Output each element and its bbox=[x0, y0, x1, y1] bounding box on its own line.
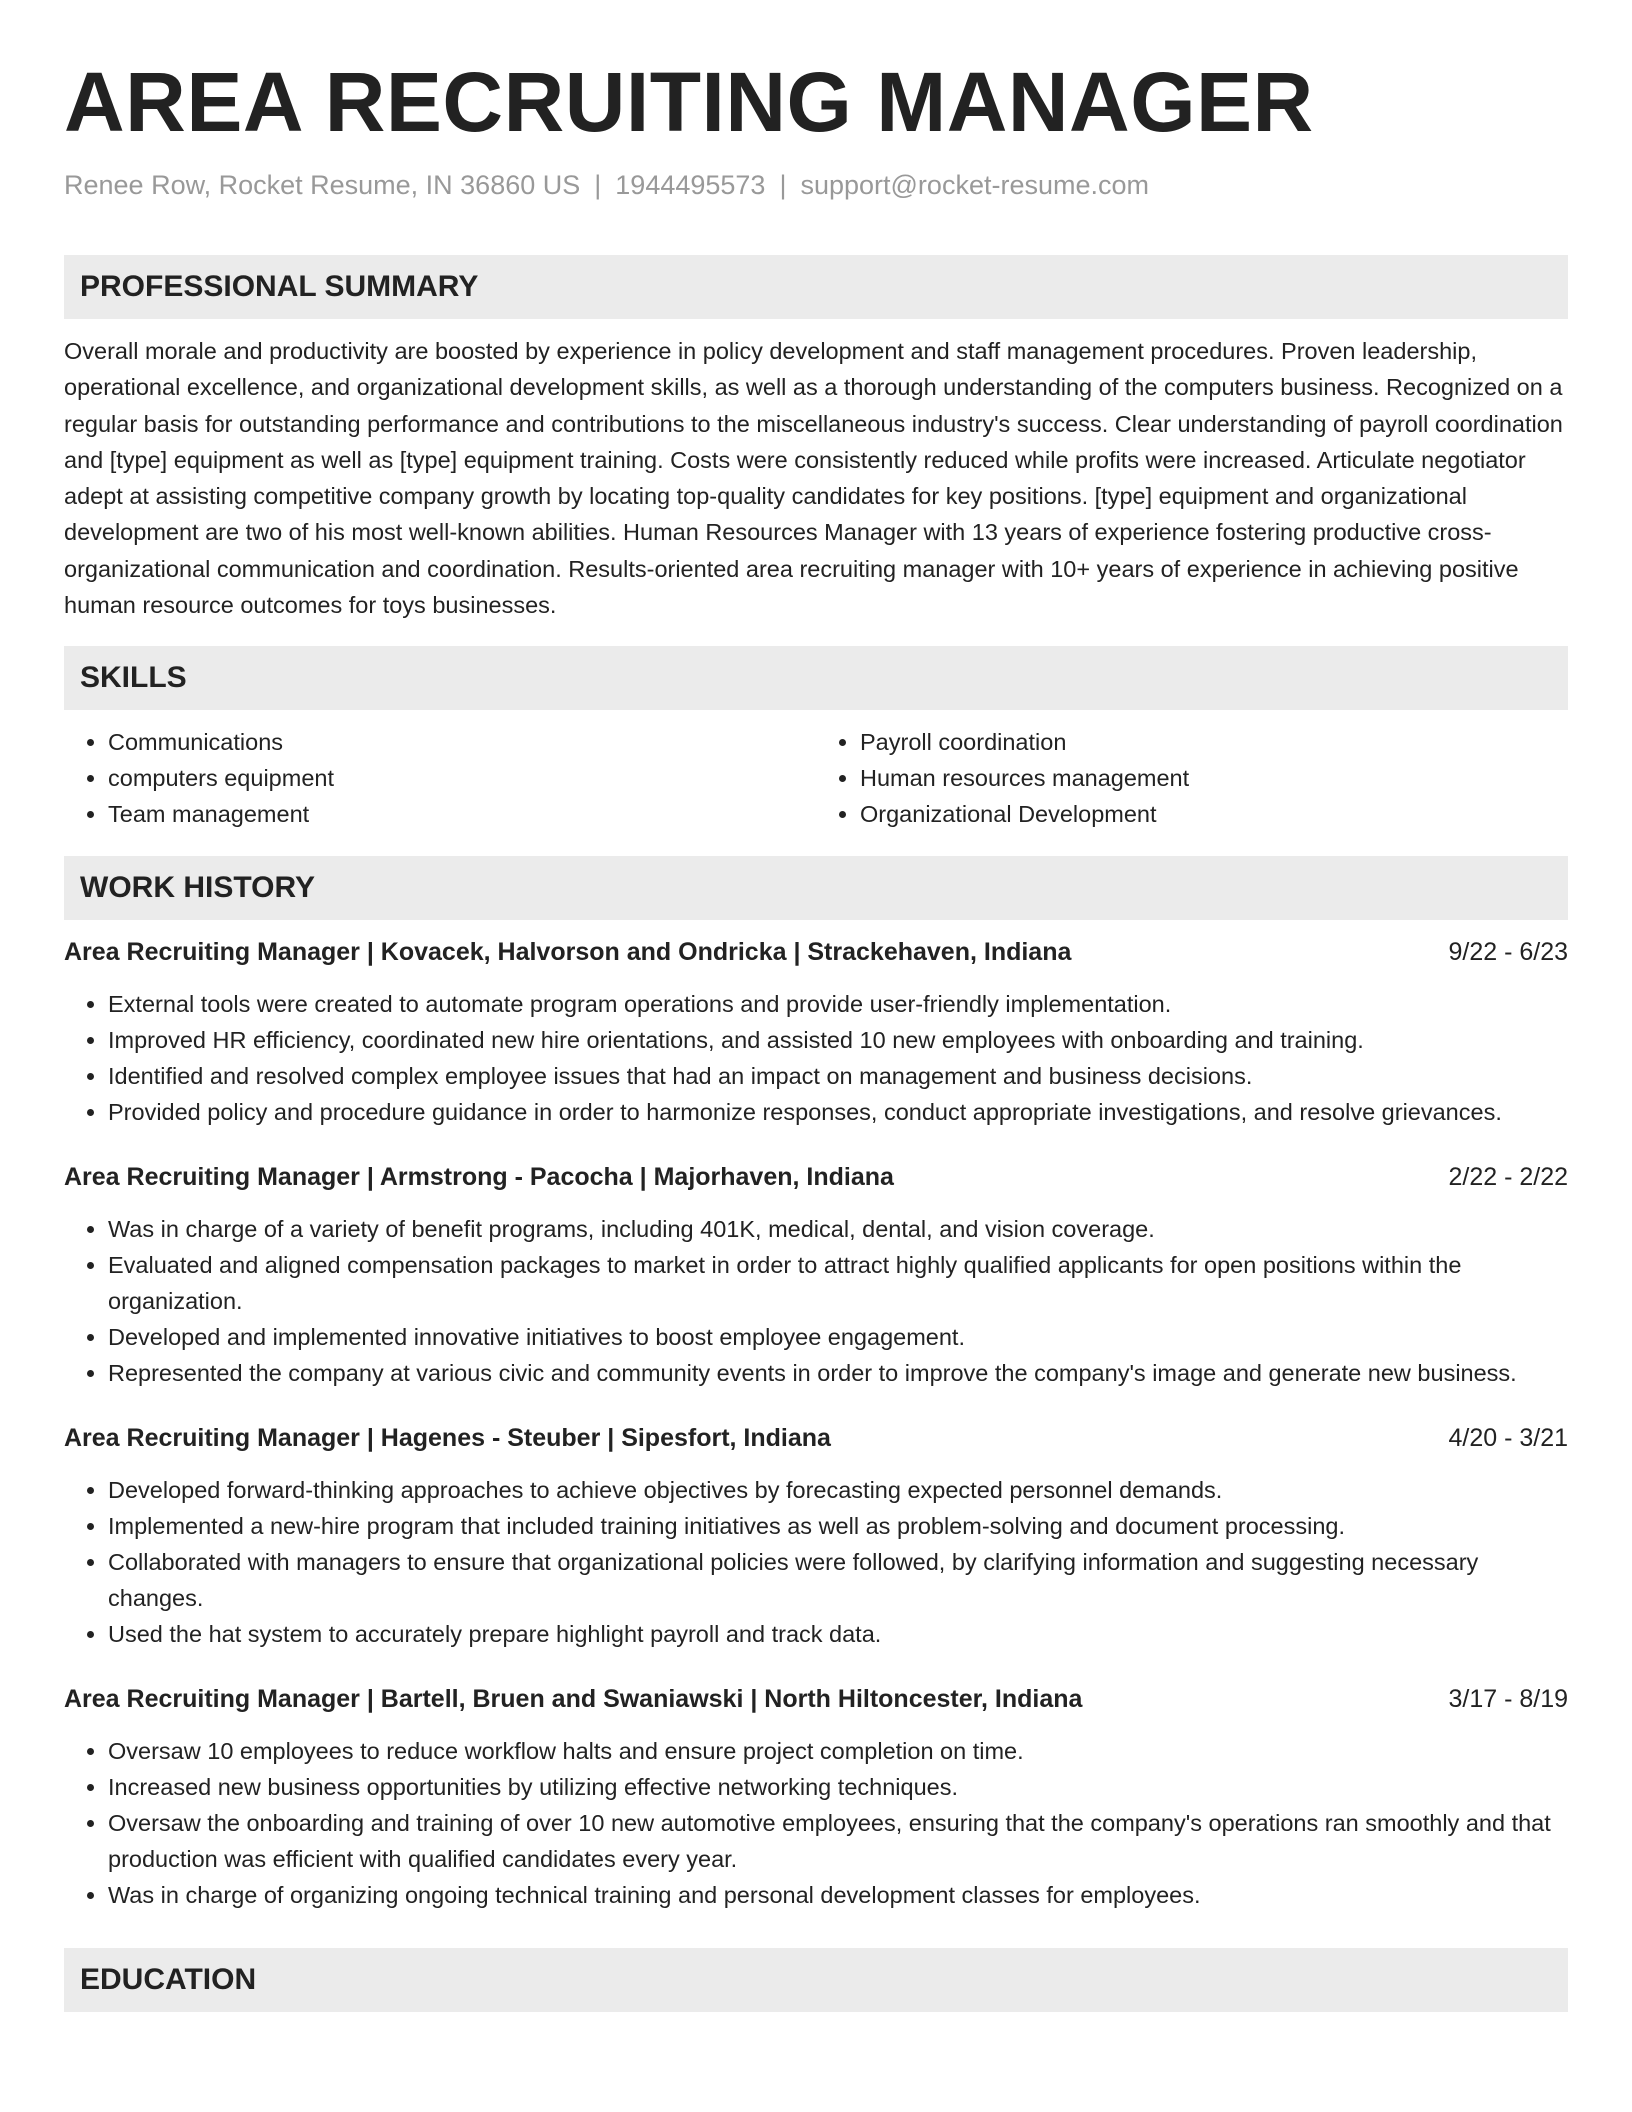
section-heading-education: EDUCATION bbox=[64, 1948, 1568, 2012]
job-bullet: • Provided policy and procedure guidance in order to harmonize responses, conduct appropriate investigations, and resolve grievances. bbox=[108, 1094, 1568, 1130]
job-dates: 3/17 - 8/19 bbox=[1448, 1685, 1568, 1714]
contact-separator: | bbox=[594, 170, 602, 200]
job-bullet: • Oversaw 10 employees to reduce workflow halts and ensure project completion on time. bbox=[108, 1733, 1568, 1769]
summary-text: Overall morale and productivity are boosted by experience in policy development and staff management procedures. Proven leadership, operational excellence, and organizational development skills, as well as a thorough understanding of the computers business. Recognized on a regular basis for outstanding performance and contributions to the miscellaneous industry's success. Clear understanding of payroll coordination and [type] equipment as well as [type] equipment training. Costs were consistently reduced while profits were increased. Articulate negotiator adept at assisting competitive company growth by locating top-quality candidates for key positions. [type] equipment and organizational development are two of his most well-known abilities. Human Resources Manager with 13 years of experience fostering productive cross-organizational communication and coordination. Results-oriented area recruiting manager with 10+ years of experience in achieving positive human resource outcomes for toys businesses. bbox=[64, 338, 1563, 619]
job-dates: 4/20 - 3/21 bbox=[1448, 1424, 1568, 1453]
skills-column-right bbox=[816, 724, 1568, 832]
job-bullet: • Increased new business opportunities by utilizing effective networking techniques. bbox=[108, 1769, 1568, 1805]
contact-email: support@rocket-resume.com bbox=[800, 170, 1149, 200]
section-heading-work-history: WORK HISTORY bbox=[64, 856, 1568, 920]
job-title: Area Recruiting Manager | Bartell, Bruen and Swaniawski | North Hiltoncester, Indiana bbox=[64, 1685, 1083, 1714]
job-bullet: • External tools were created to automate program operations and provide user-friendly implementation. bbox=[108, 986, 1568, 1022]
job-bullet: • Developed and implemented innovative initiatives to boost employee engagement. bbox=[108, 1319, 1568, 1355]
job-bullet: • Evaluated and aligned compensation packages to market in order to attract highly qualified applicants for open positions within the organization. bbox=[108, 1247, 1568, 1319]
job-bullet: • Collaborated with managers to ensure that organizational policies were followed, by clarifying information and suggesting necessary changes. bbox=[108, 1544, 1568, 1616]
job-header bbox=[64, 1681, 1568, 1717]
job-header bbox=[64, 1159, 1568, 1195]
job-bullet: • Oversaw the onboarding and training of over 10 new automotive employees, ensuring that the company's operations ran smoothly and that production was efficient with qualified candidates every year. bbox=[108, 1805, 1568, 1877]
job-dates: 9/22 - 6/23 bbox=[1448, 938, 1568, 967]
job-title: Area Recruiting Manager | Hagenes - Steuber | Sipesfort, Indiana bbox=[64, 1424, 831, 1453]
section-heading-skills: SKILLS bbox=[64, 646, 1568, 710]
contact-line bbox=[64, 168, 1568, 202]
job-bullet: • Implemented a new-hire program that included training initiatives as well as problem-solving and document processing. bbox=[108, 1508, 1568, 1544]
job-entry bbox=[64, 1681, 1568, 1913]
job-title: Area Recruiting Manager | Armstrong - Pacocha | Majorhaven, Indiana bbox=[64, 1163, 894, 1192]
job-bullet: • Developed forward-thinking approaches to achieve objectives by forecasting expected personnel demands. bbox=[108, 1472, 1568, 1508]
skills-column-left bbox=[64, 724, 816, 832]
skill-item: • Payroll coordination bbox=[860, 724, 1568, 760]
job-bullet: • Identified and resolved complex employee issues that had an impact on management and business decisions. bbox=[108, 1058, 1568, 1094]
job-bullet: • Used the hat system to accurately prepare highlight payroll and track data. bbox=[108, 1616, 1568, 1652]
job-header bbox=[64, 1420, 1568, 1456]
skill-item: • Organizational Development bbox=[860, 796, 1568, 832]
skill-item: • computers equipment bbox=[108, 760, 816, 796]
job-header bbox=[64, 934, 1568, 970]
contact-separator: | bbox=[779, 170, 787, 200]
job-title: Area Recruiting Manager | Kovacek, Halvorson and Ondricka | Strackehaven, Indiana bbox=[64, 938, 1072, 967]
contact-phone: 1944495573 bbox=[615, 170, 766, 200]
skill-item: • Communications bbox=[108, 724, 816, 760]
job-bullets bbox=[64, 1733, 1568, 1913]
skills-list bbox=[64, 724, 1568, 832]
contact-address: Renee Row, Rocket Resume, IN 36860 US bbox=[64, 170, 581, 200]
job-bullets bbox=[64, 1472, 1568, 1652]
section-heading-summary: PROFESSIONAL SUMMARY bbox=[64, 255, 1568, 319]
skill-item: • Team management bbox=[108, 796, 816, 832]
job-entry bbox=[64, 1420, 1568, 1652]
job-bullet: • Improved HR efficiency, coordinated new hire orientations, and assisted 10 new employees with onboarding and training. bbox=[108, 1022, 1568, 1058]
job-bullets bbox=[64, 1211, 1568, 1391]
skill-item: • Human resources management bbox=[860, 760, 1568, 796]
job-bullet: • Represented the company at various civic and community events in order to improve the company's image and generate new business. bbox=[108, 1355, 1568, 1391]
job-entry bbox=[64, 934, 1568, 1130]
job-bullets bbox=[64, 986, 1568, 1130]
job-dates: 2/22 - 2/22 bbox=[1448, 1163, 1568, 1192]
job-bullet: • Was in charge of organizing ongoing technical training and personal development classes for employees. bbox=[108, 1877, 1568, 1913]
job-bullet: • Was in charge of a variety of benefit programs, including 401K, medical, dental, and vision coverage. bbox=[108, 1211, 1568, 1247]
job-entry bbox=[64, 1159, 1568, 1391]
resume-title: AREA RECRUITING MANAGER bbox=[64, 55, 1314, 149]
